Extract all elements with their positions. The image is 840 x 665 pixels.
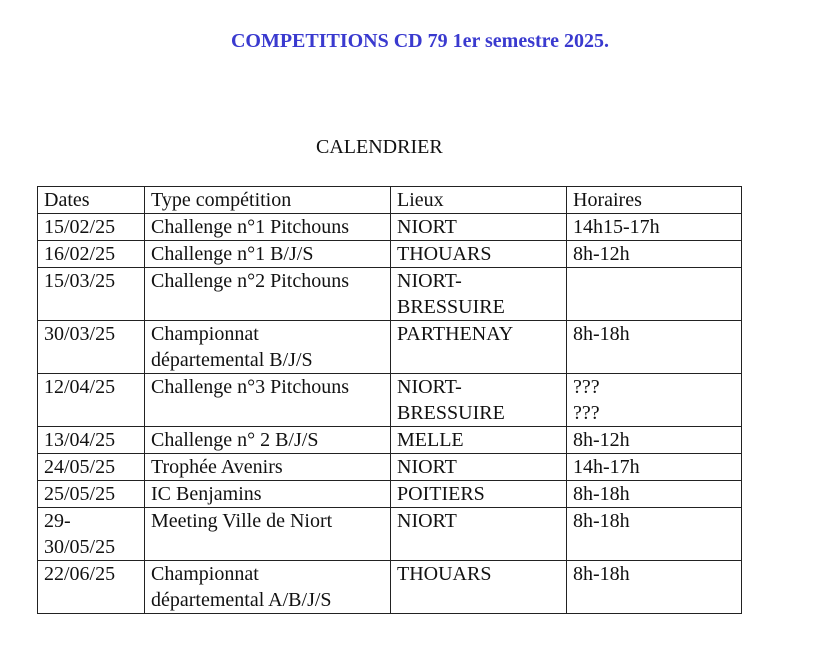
table-row	[38, 241, 742, 268]
cell-date: 16/02/25	[38, 241, 145, 268]
cell-type: Championnat départemental A/B/J/S	[145, 561, 391, 614]
cell-date: 15/03/25	[38, 268, 145, 321]
table-row	[38, 427, 742, 454]
cell-date: 22/06/25	[38, 561, 145, 614]
document-title: COMPETITIONS CD 79 1er semestre 2025.	[230, 30, 610, 52]
cell-date: 13/04/25	[38, 427, 145, 454]
cell-lieu: PARTHENAY	[391, 321, 567, 374]
cell-date: 30/03/25	[38, 321, 145, 374]
cell-lieu: NIORT- BRESSUIRE	[391, 374, 567, 427]
cell-horaire: 8h-18h	[567, 508, 742, 561]
cell-lieu: NIORT	[391, 508, 567, 561]
cell-date: 29- 30/05/25	[38, 508, 145, 561]
cell-type: Meeting Ville de Niort	[145, 508, 391, 561]
header-lieux: Lieux	[391, 187, 567, 214]
cell-date: 15/02/25	[38, 214, 145, 241]
cell-horaire: 8h-12h	[567, 241, 742, 268]
cell-lieu: NIORT- BRESSUIRE	[391, 268, 567, 321]
cell-type: Challenge n°2 Pitchouns	[145, 268, 391, 321]
cell-lieu: NIORT	[391, 454, 567, 481]
cell-horaire	[567, 268, 742, 321]
calendar-table	[37, 186, 742, 614]
table-row	[38, 454, 742, 481]
cell-type: Trophée Avenirs	[145, 454, 391, 481]
header-horaires: Horaires	[567, 187, 742, 214]
cell-type: IC Benjamins	[145, 481, 391, 508]
cell-type: Challenge n°3 Pitchouns	[145, 374, 391, 427]
cell-lieu: POITIERS	[391, 481, 567, 508]
cell-horaire: 14h-17h	[567, 454, 742, 481]
cell-horaire: 8h-18h	[567, 321, 742, 374]
header-dates: Dates	[38, 187, 145, 214]
table-row	[38, 561, 742, 614]
calendar-heading: CALENDRIER	[316, 136, 443, 158]
cell-type: Challenge n°1 B/J/S	[145, 241, 391, 268]
cell-horaire: 14h15-17h	[567, 214, 742, 241]
table-row	[38, 508, 742, 561]
table-row	[38, 321, 742, 374]
table-header-row	[38, 187, 742, 214]
table-row	[38, 374, 742, 427]
cell-lieu: THOUARS	[391, 561, 567, 614]
cell-date: 25/05/25	[38, 481, 145, 508]
cell-date: 24/05/25	[38, 454, 145, 481]
cell-lieu: NIORT	[391, 214, 567, 241]
cell-horaire: 8h-18h	[567, 561, 742, 614]
cell-horaire: 8h-18h	[567, 481, 742, 508]
table-row	[38, 214, 742, 241]
cell-lieu: THOUARS	[391, 241, 567, 268]
table-row	[38, 268, 742, 321]
cell-horaire: ??? ???	[567, 374, 742, 427]
header-type: Type compétition	[145, 187, 391, 214]
cell-date: 12/04/25	[38, 374, 145, 427]
cell-type: Challenge n°1 Pitchouns	[145, 214, 391, 241]
cell-lieu: MELLE	[391, 427, 567, 454]
cell-type: Championnat départemental B/J/S	[145, 321, 391, 374]
cell-type: Challenge n° 2 B/J/S	[145, 427, 391, 454]
cell-horaire: 8h-12h	[567, 427, 742, 454]
table-row	[38, 481, 742, 508]
